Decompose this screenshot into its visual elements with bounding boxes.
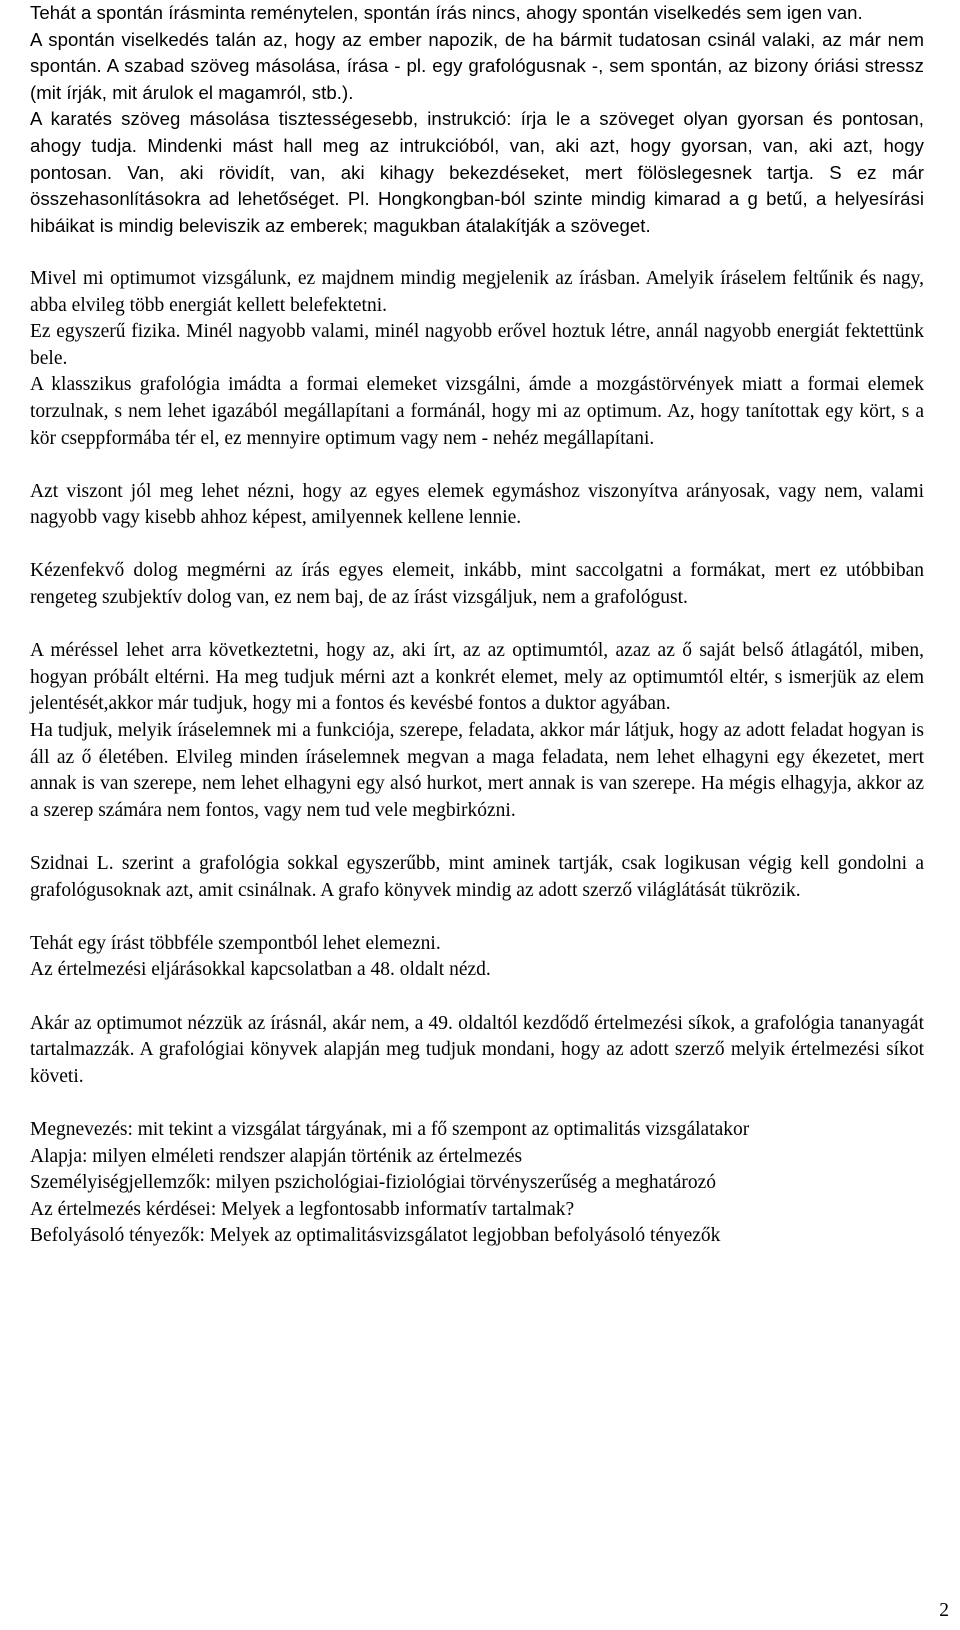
definition-szemelyisegjellemzok: Személyiségjellemzők: milyen pszichológiai-fiziológiai törvényszerűség a meghatározó — [30, 1172, 717, 1194]
definition-ertelmezes-kerdesei: Az értelmezés kérdései: Melyek a legfontosabb informatív tartalmak? — [30, 1198, 575, 1220]
paragraph-optimum: Mivel mi optimumot vizsgálunk, ez majdnem mindig megjelenik az írásban. Amelyik íráselem feltűnik és nagy, abba elvileg több energiát kellett belefektetni. — [30, 267, 924, 316]
paragraph-karate-text: A karatés szöveg másolása tisztességesebb, instrukció: írja le a szöveget olyan gyorsan és pontosan, ahogy tudja. Mindenki mást hall meg az intrukcióból, van, aki azt, hogy gyorsan, van, aki azt, hogy pontosan. Van, aki rövidít, van, aki kihagy bekezdéseket, mert fölöslegesnek tartja. S ez már összehasonlításokra ad lehetőséget. Pl. Hongkongban-ból szinte mindig kimarad a g betű, a helyesírási hibáikat is mindig beleviszik az emberek; magukban átalakítják a szöveget. — [30, 108, 924, 236]
paragraph-page-reference: Az értelmezési eljárásokkal kapcsolatban a 48. oldalt nézd. — [30, 959, 491, 981]
definition-megnevezes: Megnevezés: mit tekint a vizsgálat tárgyának, mi a fő szempont az optimalitás vizsgálatakor — [30, 1118, 750, 1140]
page-number: 2 — [939, 1600, 949, 1621]
definition-befolyasolo-tenyezok: Befolyásoló tényezők: Melyek az optimalitásvizsgálatot legjobban befolyásoló tényezők — [30, 1225, 721, 1247]
paragraph-measurement: Kézenfekvő dolog megmérni az írás egyes elemeit, inkább, mint saccolgatni a formákat, mert ez utóbbiban rengeteg szubjektív dolog van, ez nem baj, de az írást vizsgáljuk, nem a grafológust. — [30, 560, 924, 609]
paragraph-physics: Ez egyszerű fizika. Minél nagyobb valami, minél nagyobb erővel hoztuk létre, annál nagyobb energiát fektettünk bele. — [30, 321, 924, 369]
paragraph-interpretation-planes: Akár az optimumot nézzük az írásnál, akár nem, a 49. oldaltól kezdődő értelmezési síkok, a grafológia tananyagát tartalmazzák. A grafológiai könyvek alapján meg tudjuk mondani, hogy az adott szerző melyik értelmezési síkot követi. — [30, 1012, 924, 1087]
paragraph-proportions: Azt viszont jól meg lehet nézni, hogy az egyes elemek egymáshoz viszonyítva arányosak, vagy nem, valami nagyobb vagy kisebb ahhoz képest, amilyennek kellene lennie. — [30, 480, 924, 529]
paragraph-element-function: Ha tudjuk, melyik íráselemnek mi a funkciója, szerepe, feladata, akkor már látjuk, hogy az adott feladat hogyan is áll az ő életében. Elvileg minden íráselemnek megvan a maga feladata, nem lehet elhagyni egy ékezetet, mert annak is van szerepe, nem lehet elhagyni egy alsó hurkot, mert annak is van szerepe. Ha mégis elhagyja, akkor az a szerep számára nem fontos, vagy nem tud vele megbirkózni. — [30, 720, 924, 821]
definition-alapja: Alapja: milyen elméleti rendszer alapján történik az értelmezés — [30, 1145, 523, 1167]
paragraph-szidnai: Szidnai L. szerint a grafológia sokkal egyszerűbb, mint aminek tartják, csak logikusan végig kell gondolni a grafológusoknak azt, amit csinálnak. A grafo könyvek mindig az adott szerző világlátását tükrözik. — [30, 853, 924, 901]
paragraph-measurement-conclusion: A méréssel lehet arra következtetni, hogy az, aki írt, az az optimumtól, azaz az ő saját belső átlagától, miben, hogyan próbált eltérni. Ha meg tudjuk mérni azt a konkrét elemet, mely az optimumtól eltér, s ismerjük az elem jelentését,akkor már tudjuk, hogy mi a fontos és kevésbé fontos a duktor agyában. — [30, 640, 924, 715]
paragraph-classical-graphology: A klasszikus grafológia imádta a formai elemeket vizsgálni, ámde a mozgástörvények miatt a formai elemek torzulnak, s nem lehet igazából megállapítani a formánál, hogy mi az optimum. Az, hogy tanítottak egy kört, s a kör cseppformába tér el, ez mennyire optimum vagy nem - nehéz megállapítani. — [30, 374, 924, 449]
paragraph-spontaneous-writing: Tehát a spontán írásminta reménytelen, spontán írás nincs, ahogy spontán viselkedés sem igen van. — [30, 2, 863, 23]
paragraph-analysis-viewpoints: Tehát egy írást többféle szempontból lehet elemezni. — [30, 932, 441, 954]
paragraph-spontaneous-behavior: A spontán viselkedés talán az, hogy az ember napozik, de ha bármit tudatosan csinál valaki, az már nem spontán. A szabad szöveg másolása, írása - pl. egy grafológusnak -, sem spontán, az bizony óriási stressz (mit írják, mit árulok el magamról, stb.). — [30, 28, 924, 103]
document-page — [30, 0, 924, 1250]
